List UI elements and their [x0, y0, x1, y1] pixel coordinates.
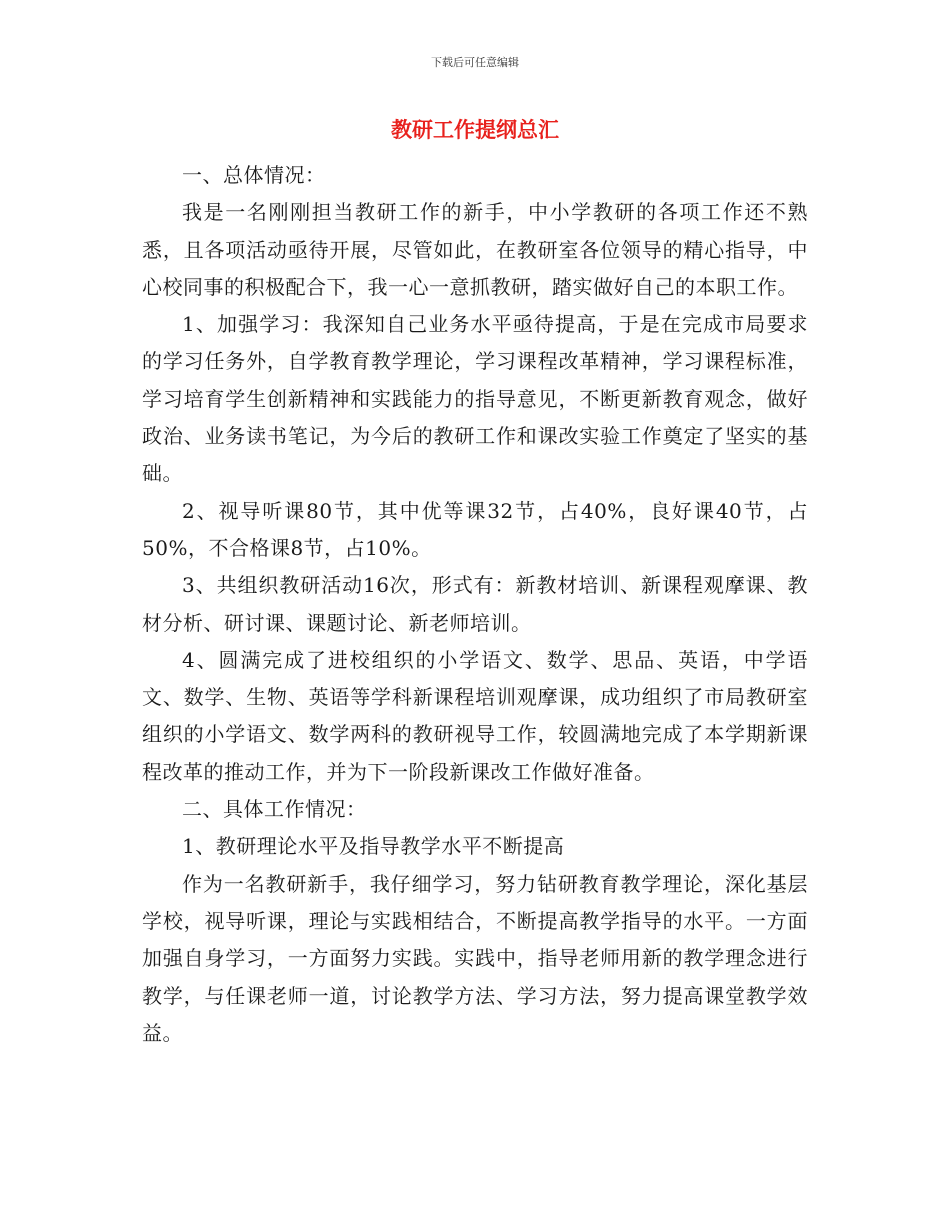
page-header-note: 下载后可任意编辑 — [431, 56, 519, 69]
paragraph-intro: 我是一名刚刚担当教研工作的新手，中小学教研的各项工作还不熟悉，且各项活动亟待开展，尽管如此，在教研室各位领导的精心指导，中心校同事的积极配合下，我一心一意抓教研，踏实做好自己的本职工作。 — [142, 200, 808, 299]
document-body — [142, 157, 808, 1052]
paragraph-item-training: 4、圆满完成了进校组织的小学语文、数学、思品、英语，中学语文、数学、生物、英语等学科新课程培训观摩课，成功组织了市局教研室组织的小学语文、数学两科的教研视导工作，较圆满地完成了本学期新课程改革的推动工作，并为下一阶段新课改工作做好准备。 — [142, 647, 808, 784]
document-title: 教研工作提纲总汇 — [391, 118, 559, 142]
paragraph-item-study: 1、加强学习：我深知自己业务水平亟待提高，于是在完成市局要求的学习任务外，自学教育教学理论，学习课程改革精神，学习课程标准，学习培育学生创新精神和实践能力的指导意见，不断更新教育观念，做好政治、业务读书笔记，为今后的教研工作和课改实验工作奠定了坚实的基础。 — [142, 312, 808, 486]
section-heading-details: 二、具体工作情况： — [182, 797, 367, 822]
paragraph-item-activities: 3、共组织教研活动16次，形式有：新教材培训、新课程观摩课、教材分析、研讨课、课题讨论、新老师培训。 — [142, 573, 808, 635]
section-heading-overview: 一、总体情况： — [182, 163, 326, 187]
paragraph-theory: 作为一名教研新手，我仔细学习，努力钻研教育教学理论，深化基层学校，视导听课，理论与实践相结合，不断提高教学指导的水平。一方面加强自身学习，一方面努力实践。实践中，指导老师用新的教学理念进行教学，与任课老师一道，讨论教学方法、学习方法，努力提高课堂教学效益。 — [142, 871, 808, 1045]
subheading-theory: 1、教研理论水平及指导教学水平不断提高 — [182, 834, 565, 859]
paragraph-item-lessons: 2、视导听课80节，其中优等课32节，占40%，良好课40节，占50%，不合格课8节，占10%。 — [142, 498, 808, 560]
